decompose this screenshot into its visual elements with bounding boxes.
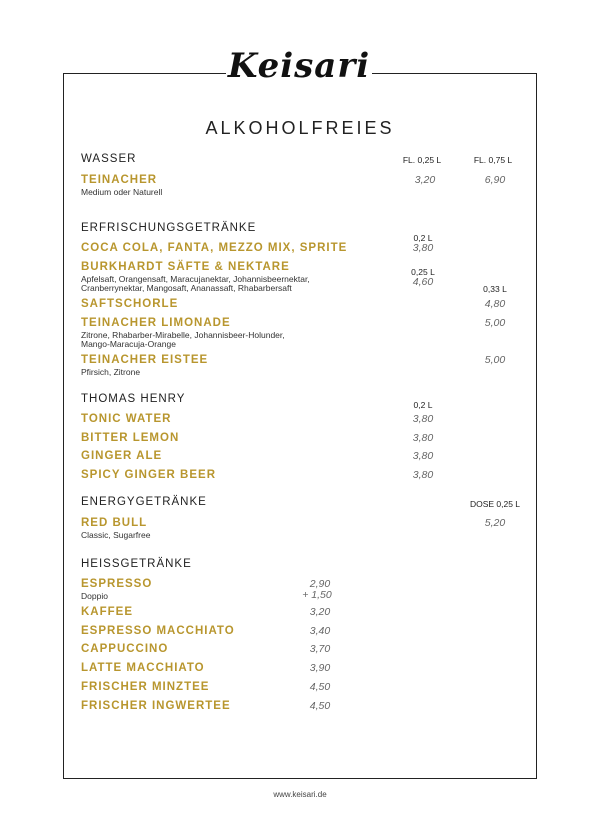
item-latte-macchiato: LATTE MACCHIATO: [81, 662, 205, 674]
section-heading-heiss: HEISSGETRÄNKE: [81, 558, 192, 570]
item-frischer-minztee: FRISCHER MINZTEE: [81, 681, 210, 693]
price-espresso: 2,90: [309, 578, 331, 590]
item-espresso-desc: Doppio: [81, 591, 108, 601]
item-espresso: ESPRESSO: [81, 578, 153, 590]
price-cappuccino: 3,70: [309, 643, 331, 655]
item-tonic-water: TONIC WATER: [81, 413, 172, 425]
item-red-bull: RED BULL: [81, 517, 148, 529]
item-red-bull-desc: Classic, Sugarfree: [81, 530, 151, 540]
price-tonic-water: 3,80: [412, 413, 434, 425]
section-heading-thomas-henry: THOMAS HENRY: [81, 393, 186, 405]
item-teinacher: TEINACHER: [81, 174, 158, 186]
page-title: ALKOHOLFREIES: [205, 118, 395, 138]
item-teinacher-eistee: TEINACHER EISTEE: [81, 354, 209, 366]
price-teinacher-limonade: 5,00: [484, 317, 506, 329]
volume-label-cola: 0,2 L: [413, 233, 433, 243]
price-frischer-ingwertee: 4,50: [309, 700, 331, 712]
price-teinacher-large: 6,90: [484, 174, 506, 186]
price-teinacher-eistee: 5,00: [484, 354, 506, 366]
item-cappuccino: CAPPUCCINO: [81, 643, 169, 655]
item-teinacher-desc: Medium oder Naturell: [81, 187, 163, 197]
item-teinacher-limonade: TEINACHER LIMONADE: [81, 317, 231, 329]
volume-label-dose: DOSE 0,25 L: [469, 499, 521, 509]
price-bitter-lemon: 3,80: [412, 432, 434, 444]
section-heading-energy: ENERGYGETRÄNKE: [81, 496, 207, 508]
price-espresso-doppio: + 1,50: [302, 589, 332, 601]
price-espresso-macchiato: 3,40: [309, 625, 331, 637]
price-red-bull: 5,20: [484, 517, 506, 529]
item-espresso-macchiato: ESPRESSO MACCHIATO: [81, 625, 235, 637]
item-burkhardt: BURKHARDT SÄFTE & NEKTARE: [81, 261, 290, 273]
item-burkhardt-desc-1: Apfelsaft, Orangensaft, Maracujanektar, Johannisbeernektar,: [81, 274, 310, 284]
footer-website-link[interactable]: www.keisari.de: [273, 790, 327, 799]
price-spicy-ginger-beer: 3,80: [412, 469, 434, 481]
price-ginger-ale: 3,80: [412, 450, 434, 462]
item-kaffee: KAFFEE: [81, 606, 133, 618]
volume-label-thomas: 0,2 L: [413, 400, 433, 410]
price-burkhardt: 4,60: [412, 276, 434, 288]
volume-label-0-75: FL. 0,75 L: [473, 155, 513, 165]
item-eistee-desc: Pfirsich, Zitrone: [81, 367, 141, 377]
item-ginger-ale: GINGER ALE: [81, 450, 163, 462]
item-limonade-desc-1: Zitrone, Rhabarber-Mirabelle, Johannisbeer-Holunder,: [81, 330, 285, 340]
item-burkhardt-desc-2: Cranberrynektar, Mangosaft, Ananassaft, Rhabarbersaft: [81, 283, 292, 293]
price-latte-macchiato: 3,90: [309, 662, 331, 674]
section-heading-erfrischung: ERFRISCHUNGSGETRÄNKE: [81, 222, 257, 234]
price-saftschorle: 4,80: [484, 298, 506, 310]
section-heading-wasser: WASSER: [81, 153, 137, 165]
item-bitter-lemon: BITTER LEMON: [81, 432, 180, 444]
price-kaffee: 3,20: [309, 606, 331, 618]
item-spicy-ginger-beer: SPICY GINGER BEER: [81, 469, 217, 481]
volume-label-saefte: 0,25 L: [411, 267, 435, 277]
price-frischer-minztee: 4,50: [309, 681, 331, 693]
volume-label-0-25: FL. 0,25 L: [402, 155, 442, 165]
volume-label-schorle: 0,33 L: [483, 284, 507, 294]
item-coca-cola: COCA COLA, FANTA, MEZZO MIX, SPRITE: [81, 242, 348, 254]
brand-logo: Keisari: [227, 46, 371, 86]
price-coca-cola: 3,80: [412, 242, 434, 254]
item-limonade-desc-2: Mango-Maracuja-Orange: [81, 339, 176, 349]
item-frischer-ingwertee: FRISCHER INGWERTEE: [81, 700, 231, 712]
price-teinacher-small: 3,20: [414, 174, 436, 186]
item-saftschorle: SAFTSCHORLE: [81, 298, 179, 310]
